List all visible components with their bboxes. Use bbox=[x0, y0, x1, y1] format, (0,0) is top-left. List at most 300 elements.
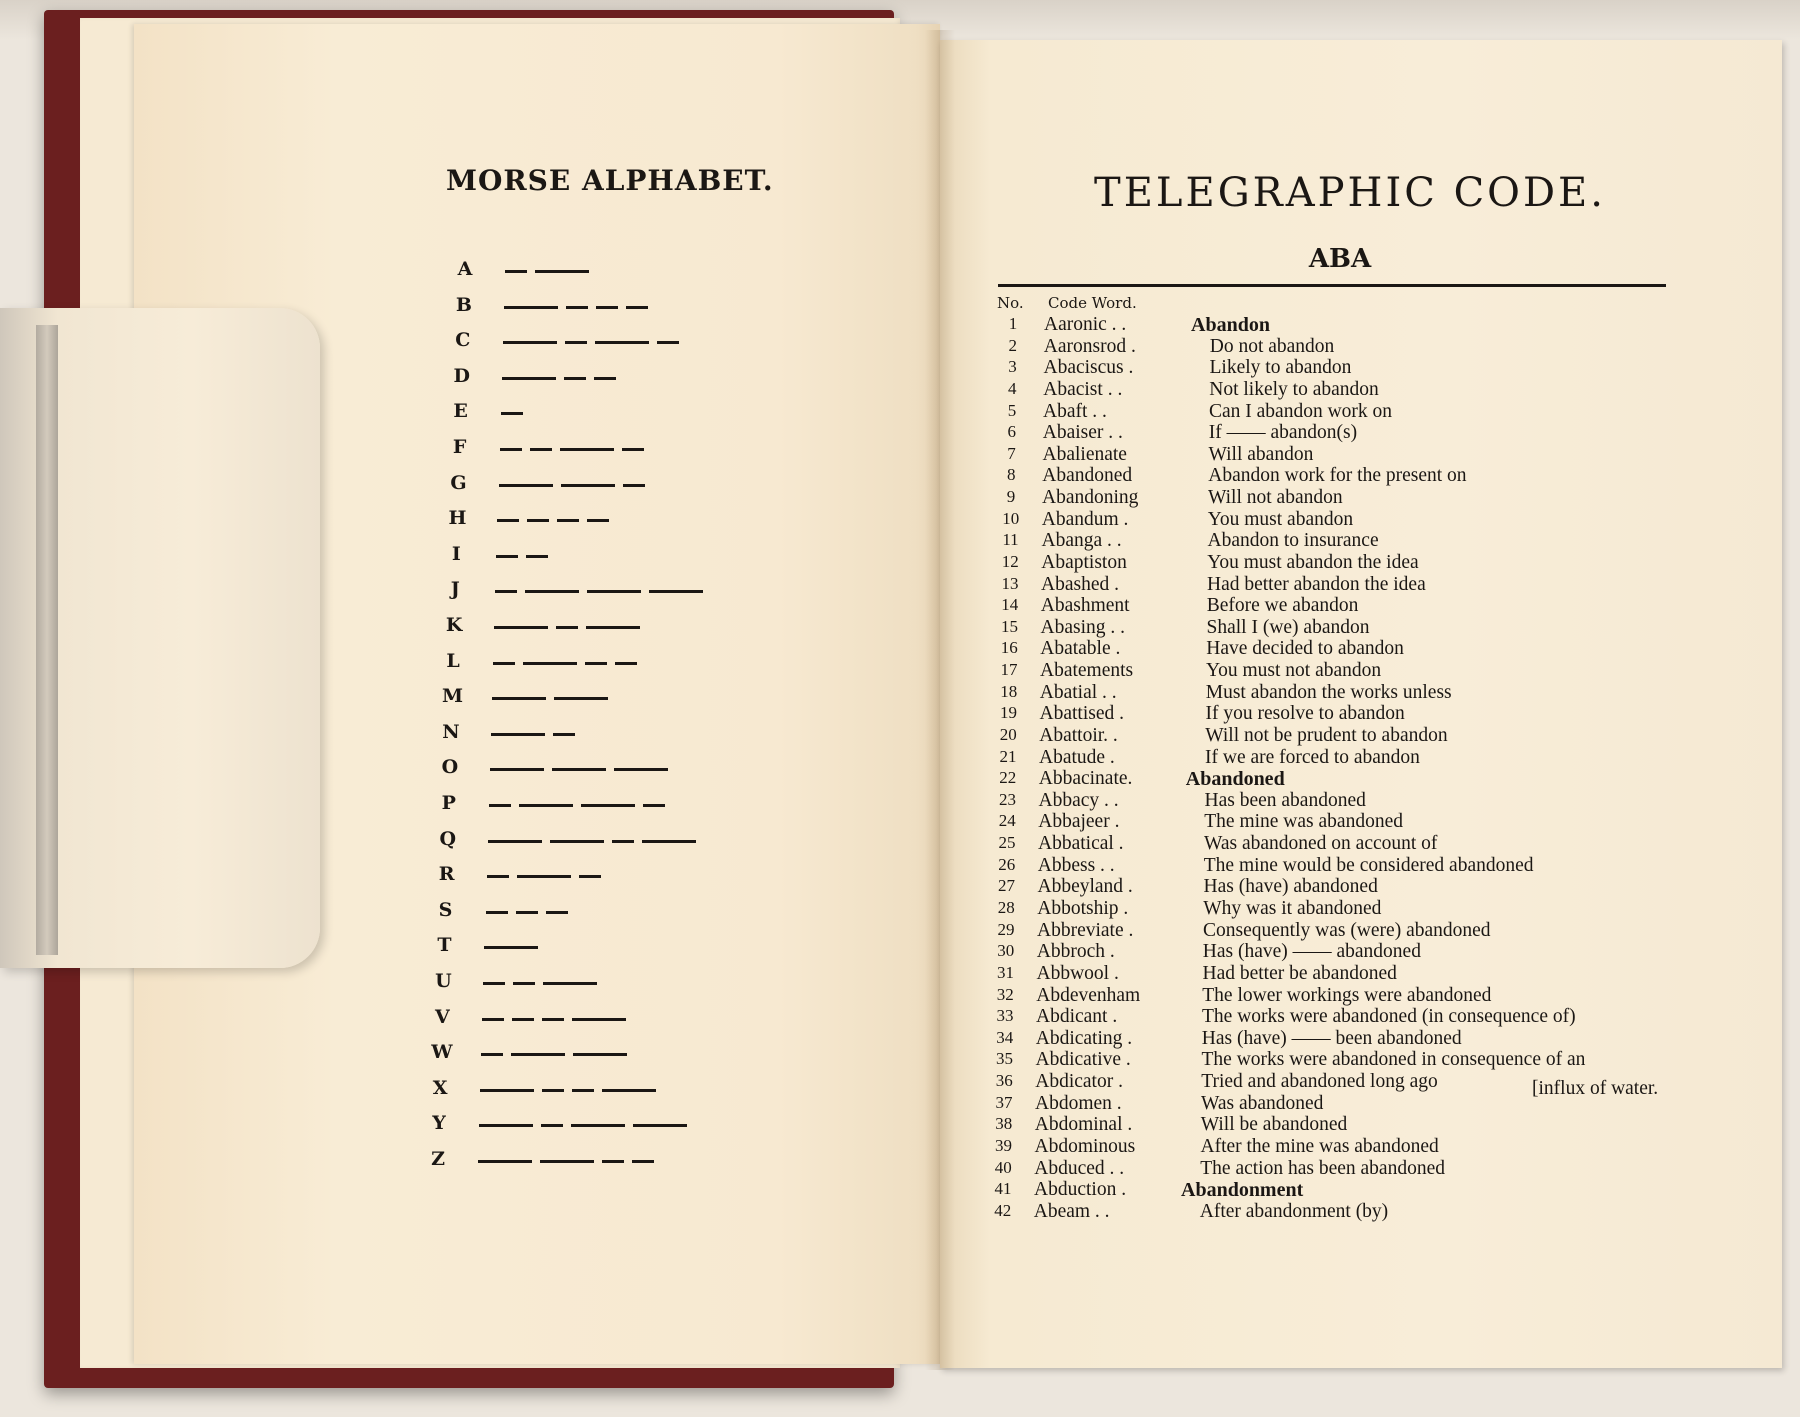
morse-dash bbox=[488, 840, 542, 843]
morse-dash bbox=[587, 590, 641, 593]
code-entry bbox=[996, 357, 1686, 379]
morse-dash bbox=[572, 1018, 626, 1021]
entry-code-word: Abaciscus . bbox=[1043, 357, 1134, 379]
entry-phrase: You must abandon the idea bbox=[1207, 551, 1419, 573]
code-entry bbox=[991, 790, 1681, 812]
morse-dot bbox=[553, 733, 575, 736]
entry-phrase: Will abandon bbox=[1208, 443, 1314, 465]
morse-letter: E bbox=[453, 400, 468, 423]
morse-dot bbox=[481, 1053, 503, 1056]
morse-code bbox=[481, 1053, 635, 1057]
morse-dash bbox=[550, 840, 604, 843]
morse-dash bbox=[561, 484, 615, 487]
entry-number: 38 bbox=[995, 1114, 1013, 1134]
entry-phrase: Do not abandon bbox=[1209, 335, 1335, 357]
morse-letter: P bbox=[441, 792, 456, 814]
entry-number: 2 bbox=[1008, 335, 1017, 355]
morse-dash bbox=[595, 341, 649, 344]
morse-code bbox=[480, 1089, 664, 1093]
morse-dot bbox=[657, 341, 679, 344]
entry-number: 37 bbox=[995, 1092, 1013, 1112]
entry-phrase: The lower workings were abandoned bbox=[1202, 984, 1492, 1006]
morse-code bbox=[502, 377, 624, 381]
entry-code-word: Abdomen . bbox=[1035, 1092, 1122, 1114]
morse-dot bbox=[612, 840, 634, 843]
morse-dash bbox=[649, 590, 703, 593]
entry-phrase: Abandon work for the present on bbox=[1208, 465, 1467, 487]
entry-code-word: Abdicator . bbox=[1035, 1071, 1123, 1093]
entry-code-word: Abbajeer . bbox=[1038, 811, 1120, 833]
code-entry bbox=[986, 1158, 1676, 1180]
code-entry bbox=[995, 422, 1685, 444]
entry-code-word: Abanga . . bbox=[1041, 530, 1122, 552]
morse-dot bbox=[505, 270, 527, 273]
morse-dot bbox=[489, 804, 511, 807]
entry-number: 42 bbox=[994, 1200, 1012, 1220]
column-header-code-word: Code Word. bbox=[1048, 294, 1137, 312]
continuation-note: [influx of water. bbox=[1532, 1078, 1659, 1099]
entry-number: 5 bbox=[1007, 400, 1017, 420]
morse-dot bbox=[501, 412, 523, 415]
entry-number: 1 bbox=[1008, 314, 1018, 333]
code-entry bbox=[995, 379, 1685, 401]
entry-phrase: Before we abandon bbox=[1206, 595, 1359, 617]
entry-phrase: Abandon to insurance bbox=[1207, 530, 1379, 552]
entry-code-word: Abdicant . bbox=[1036, 1006, 1118, 1028]
morse-dot bbox=[527, 519, 549, 522]
entry-number: 8 bbox=[1007, 465, 1016, 485]
entry-code-word: Abbatical . bbox=[1038, 833, 1124, 855]
morse-dash bbox=[602, 1089, 656, 1092]
morse-letter: X bbox=[432, 1076, 448, 1099]
code-entry bbox=[990, 811, 1680, 833]
morse-letter: T bbox=[437, 934, 452, 957]
entry-code-word: Abdicative . bbox=[1035, 1049, 1131, 1071]
code-entry bbox=[991, 747, 1681, 769]
entry-code-word: Abatude . bbox=[1039, 746, 1115, 768]
morse-dash bbox=[540, 1160, 594, 1163]
code-entry bbox=[996, 314, 1686, 336]
morse-dot bbox=[594, 377, 616, 380]
entry-phrase: Will not abandon bbox=[1208, 487, 1343, 509]
morse-dash bbox=[586, 626, 640, 629]
entry-code-word: Abdicating . bbox=[1035, 1027, 1133, 1049]
morse-dot bbox=[541, 1124, 563, 1127]
morse-dash bbox=[552, 768, 606, 771]
entry-number: 7 bbox=[1007, 443, 1016, 463]
code-entry bbox=[986, 1201, 1676, 1223]
morse-dot bbox=[623, 484, 645, 487]
entry-number: 21 bbox=[999, 746, 1017, 766]
code-entry bbox=[992, 682, 1682, 704]
morse-dash bbox=[581, 804, 635, 807]
morse-code bbox=[492, 697, 616, 701]
code-entry bbox=[994, 509, 1684, 531]
morse-dash bbox=[511, 1053, 565, 1056]
code-entry bbox=[990, 876, 1680, 898]
code-entry bbox=[993, 574, 1683, 596]
code-entry bbox=[995, 401, 1685, 423]
entry-code-word: Abatable . bbox=[1040, 638, 1121, 660]
morse-code bbox=[501, 412, 531, 416]
section-heading: ABA bbox=[1308, 244, 1372, 274]
entry-number: 16 bbox=[1000, 638, 1018, 658]
morse-dash bbox=[480, 1089, 534, 1092]
morse-dot bbox=[643, 804, 665, 807]
entry-phrase: Was abandoned on account of bbox=[1204, 833, 1438, 855]
entry-phrase: Had better be abandoned bbox=[1202, 962, 1397, 984]
morse-dot bbox=[602, 1160, 624, 1163]
morse-dash bbox=[614, 768, 668, 771]
code-entry bbox=[987, 1114, 1677, 1136]
morse-dash bbox=[642, 840, 696, 843]
entry-code-word: Aaronic . . bbox=[1044, 314, 1127, 335]
entry-phrase: Has (have) —— abandoned bbox=[1202, 941, 1421, 963]
morse-dash bbox=[519, 804, 573, 807]
entry-phrase: Was abandoned bbox=[1201, 1092, 1324, 1114]
morse-letter: Y bbox=[432, 1112, 446, 1135]
morse-letter: H bbox=[448, 507, 467, 530]
morse-letter: Z bbox=[431, 1148, 445, 1170]
entry-phrase: Must abandon the works unless bbox=[1205, 681, 1452, 703]
morse-dot bbox=[486, 911, 508, 914]
entry-number: 41 bbox=[994, 1179, 1012, 1199]
entry-number: 6 bbox=[1007, 422, 1016, 442]
entry-code-word: Abbeyland . bbox=[1037, 876, 1133, 898]
morse-dash bbox=[517, 875, 571, 878]
morse-dash bbox=[554, 697, 608, 700]
morse-letter: K bbox=[445, 614, 463, 636]
morse-dash bbox=[633, 1124, 687, 1127]
entry-number: 3 bbox=[1008, 357, 1017, 377]
entry-code-word: Abbotship . bbox=[1037, 898, 1129, 919]
morse-letter: A bbox=[457, 258, 473, 280]
morse-code bbox=[489, 804, 673, 808]
entry-code-word: Abdevenham bbox=[1036, 984, 1141, 1006]
entry-code-word: Abdominal . bbox=[1034, 1114, 1133, 1136]
morse-letter: C bbox=[455, 329, 471, 352]
entry-phrase: Will be abandoned bbox=[1200, 1114, 1348, 1136]
entry-number: 35 bbox=[996, 1049, 1013, 1069]
morse-code bbox=[499, 484, 653, 488]
entry-code-word: Abaiser . . bbox=[1042, 422, 1123, 444]
entry-number: 32 bbox=[996, 984, 1014, 1004]
section-rule bbox=[998, 284, 1666, 287]
code-entry bbox=[991, 725, 1681, 747]
code-entry bbox=[988, 1028, 1678, 1050]
code-entry bbox=[990, 833, 1680, 855]
code-entry bbox=[992, 660, 1682, 682]
column-header-no: No. bbox=[997, 294, 1024, 312]
morse-code bbox=[503, 341, 687, 345]
morse-dash bbox=[478, 1160, 532, 1163]
entry-number: 31 bbox=[997, 962, 1014, 982]
entry-number: 22 bbox=[999, 768, 1017, 788]
entry-phrase: If you resolve to abandon bbox=[1205, 703, 1405, 725]
morse-letter: U bbox=[435, 970, 452, 992]
code-entry bbox=[989, 898, 1679, 920]
entry-number: 19 bbox=[1000, 703, 1017, 723]
entry-heading-phrase: Abandoned bbox=[1185, 768, 1285, 791]
morse-dot bbox=[587, 519, 609, 522]
entry-number: 24 bbox=[998, 811, 1016, 831]
entry-number: 17 bbox=[1000, 660, 1018, 680]
morse-letter: D bbox=[453, 364, 470, 387]
entry-number: 27 bbox=[998, 876, 1015, 896]
morse-dot bbox=[596, 306, 618, 309]
morse-dot bbox=[542, 1018, 564, 1021]
morse-dot bbox=[483, 982, 505, 985]
code-entry bbox=[990, 855, 1680, 877]
morse-dash bbox=[560, 448, 614, 451]
entry-number: 10 bbox=[1002, 508, 1020, 528]
morse-code bbox=[490, 768, 676, 772]
code-entry bbox=[988, 1049, 1678, 1071]
morse-dot bbox=[526, 555, 548, 558]
entry-phrase: After the mine was abandoned bbox=[1200, 1135, 1439, 1157]
morse-dot bbox=[500, 448, 522, 451]
morse-letter: V bbox=[434, 1005, 450, 1028]
morse-dot bbox=[556, 626, 578, 629]
entry-phrase: After abandonment (by) bbox=[1199, 1200, 1389, 1222]
entry-code-word: Abashed . bbox=[1041, 573, 1119, 595]
entry-number: 11 bbox=[1002, 530, 1019, 550]
entry-number: 25 bbox=[998, 833, 1016, 853]
entry-phrase: The mine was abandoned bbox=[1204, 811, 1403, 833]
morse-dot bbox=[585, 662, 607, 665]
morse-code bbox=[494, 626, 648, 630]
morse-letter: O bbox=[441, 756, 459, 779]
morse-dot bbox=[546, 911, 568, 914]
entry-code-word: Abandoning bbox=[1042, 487, 1139, 509]
code-entry bbox=[993, 617, 1683, 639]
entry-code-word: Abbroch . bbox=[1036, 941, 1115, 963]
morse-letter: R bbox=[438, 863, 455, 886]
entry-heading-phrase: Abandonment bbox=[1181, 1179, 1304, 1202]
morse-letter: Q bbox=[439, 827, 456, 850]
morse-code bbox=[479, 1124, 695, 1128]
morse-code bbox=[478, 1160, 662, 1164]
entry-phrase: Will not be prudent to abandon bbox=[1205, 724, 1448, 746]
morse-code bbox=[495, 590, 711, 594]
entry-number: 20 bbox=[999, 724, 1017, 744]
morse-code bbox=[484, 946, 546, 950]
entry-code-word: Abatements bbox=[1040, 660, 1134, 682]
entry-number: 34 bbox=[996, 1027, 1014, 1047]
entry-phrase: Consequently was (were) abandoned bbox=[1203, 919, 1491, 941]
morse-letter: I bbox=[451, 542, 461, 565]
entry-phrase: The works were abandoned in consequence of an bbox=[1201, 1049, 1586, 1071]
entry-code-word: Abdominous bbox=[1034, 1135, 1136, 1157]
entry-code-word: Abeam . . bbox=[1033, 1200, 1110, 1222]
entry-phrase: Had better abandon the idea bbox=[1207, 573, 1426, 595]
morse-dot bbox=[622, 448, 644, 451]
entry-phrase: You must abandon bbox=[1207, 508, 1354, 530]
morse-code bbox=[493, 662, 645, 666]
morse-dash bbox=[504, 306, 558, 309]
entry-code-word: Abasing . . bbox=[1040, 616, 1125, 638]
morse-code bbox=[497, 519, 617, 523]
code-entry bbox=[996, 336, 1686, 358]
entry-number: 23 bbox=[999, 789, 1016, 809]
code-entry bbox=[994, 465, 1684, 487]
code-entry bbox=[991, 768, 1681, 790]
morse-letter: J bbox=[450, 578, 460, 601]
morse-code bbox=[482, 1018, 634, 1022]
entry-phrase: Has (have) —— been abandoned bbox=[1201, 1027, 1462, 1049]
morse-dot bbox=[564, 377, 586, 380]
morse-dash bbox=[573, 1053, 627, 1056]
entry-code-word: Abbess . . bbox=[1037, 854, 1115, 876]
morse-letter: W bbox=[431, 1041, 453, 1064]
entry-code-word: Abacist . . bbox=[1043, 378, 1123, 400]
entry-number: 29 bbox=[997, 919, 1015, 939]
entry-phrase: Have decided to abandon bbox=[1206, 638, 1404, 660]
telegraphic-title: TELEGRAPHIC CODE. bbox=[1094, 170, 1606, 216]
code-entry bbox=[989, 920, 1679, 942]
morse-dot bbox=[530, 448, 552, 451]
morse-letter: G bbox=[450, 471, 467, 494]
morse-dot bbox=[566, 306, 588, 309]
entry-number: 9 bbox=[1006, 487, 1016, 507]
entry-code-word: Abbwool . bbox=[1036, 962, 1119, 984]
morse-dash bbox=[503, 341, 557, 344]
entry-code-word: Abduction . bbox=[1034, 1179, 1127, 1201]
entry-number: 14 bbox=[1001, 595, 1019, 615]
morse-dash bbox=[494, 626, 548, 629]
morse-dot bbox=[482, 1018, 504, 1021]
morse-dot bbox=[516, 911, 538, 914]
morse-dash bbox=[502, 377, 556, 380]
morse-dot bbox=[615, 662, 637, 665]
code-entry bbox=[988, 1006, 1678, 1028]
entry-phrase: The action has been abandoned bbox=[1200, 1157, 1445, 1179]
entry-number: 39 bbox=[995, 1135, 1012, 1155]
code-entry bbox=[989, 941, 1679, 963]
morse-dash bbox=[525, 590, 579, 593]
entry-number: 30 bbox=[997, 941, 1015, 961]
morse-code bbox=[504, 306, 656, 310]
entry-code-word: Abbacinate. bbox=[1038, 768, 1133, 790]
morse-letter: L bbox=[446, 649, 460, 672]
entry-code-word: Abaft . . bbox=[1043, 400, 1107, 422]
entry-phrase: Not likely to abandon bbox=[1209, 378, 1379, 400]
morse-dot bbox=[487, 875, 509, 878]
morse-dot bbox=[542, 1089, 564, 1092]
code-entry bbox=[992, 638, 1682, 660]
code-entry bbox=[995, 444, 1685, 466]
morse-dash bbox=[499, 484, 553, 487]
morse-dash bbox=[490, 768, 544, 771]
morse-code bbox=[496, 555, 556, 559]
entry-code-word: Abatial . . bbox=[1039, 681, 1117, 703]
entry-phrase: The mine would be considered abandoned bbox=[1203, 854, 1534, 876]
morse-dash bbox=[479, 1124, 533, 1127]
entry-number: 18 bbox=[1000, 681, 1018, 701]
code-entry bbox=[994, 530, 1684, 552]
morse-dot bbox=[496, 555, 518, 558]
code-entry bbox=[994, 487, 1684, 509]
morse-dash bbox=[491, 733, 545, 736]
entry-code-word: Abandoned bbox=[1042, 465, 1133, 487]
morse-letter: B bbox=[455, 293, 472, 316]
entry-code-word: Abduced . . bbox=[1034, 1157, 1125, 1179]
morse-dash bbox=[492, 697, 546, 700]
entry-code-word: Abaptiston bbox=[1041, 551, 1127, 573]
entry-phrase: Shall I (we) abandon bbox=[1206, 616, 1370, 638]
morse-letter: N bbox=[442, 720, 460, 743]
entry-number: 12 bbox=[1001, 551, 1019, 571]
entry-code-word: Abbacy . . bbox=[1038, 789, 1119, 811]
entry-code-word: Abashment bbox=[1040, 595, 1130, 617]
code-entry bbox=[993, 595, 1683, 617]
morse-letter: M bbox=[442, 685, 464, 708]
morse-dot bbox=[565, 341, 587, 344]
morse-code bbox=[483, 982, 605, 986]
morse-dash bbox=[535, 270, 589, 273]
flap-edge bbox=[36, 325, 58, 955]
morse-dot bbox=[513, 982, 535, 985]
morse-letter: F bbox=[452, 436, 467, 458]
entry-number: 26 bbox=[998, 854, 1016, 874]
morse-dot bbox=[557, 519, 579, 522]
morse-dash bbox=[571, 1124, 625, 1127]
morse-code bbox=[505, 270, 597, 274]
code-entry bbox=[989, 963, 1679, 985]
morse-letter: S bbox=[438, 898, 453, 921]
entry-number: 13 bbox=[1001, 573, 1019, 593]
morse-code bbox=[487, 875, 609, 879]
morse-dash bbox=[543, 982, 597, 985]
entry-phrase: If —— abandon(s) bbox=[1208, 422, 1358, 444]
entry-phrase: Likely to abandon bbox=[1209, 357, 1352, 379]
entry-number: 33 bbox=[996, 1006, 1014, 1026]
entry-code-word: Abandum . bbox=[1041, 508, 1129, 530]
morse-dot bbox=[626, 306, 648, 309]
book-gutter bbox=[925, 30, 955, 1370]
entry-phrase: Can I abandon work on bbox=[1209, 400, 1393, 422]
code-entry bbox=[993, 552, 1683, 574]
entry-code-word: Abattoir. . bbox=[1039, 724, 1118, 746]
morse-dash bbox=[523, 662, 577, 665]
morse-dot bbox=[512, 1018, 534, 1021]
morse-dot bbox=[493, 662, 515, 665]
code-entry bbox=[992, 703, 1682, 725]
morse-dot bbox=[572, 1089, 594, 1092]
morse-dot bbox=[632, 1160, 654, 1163]
entry-code-word: Abbreviate . bbox=[1037, 919, 1134, 941]
code-entry bbox=[987, 1136, 1677, 1158]
morse-dot bbox=[497, 519, 519, 522]
entry-phrase: Tried and abandoned long ago bbox=[1201, 1071, 1438, 1093]
entry-number: 36 bbox=[995, 1071, 1013, 1091]
entry-phrase: You must not abandon bbox=[1206, 660, 1382, 682]
entry-code-word: Aaronsrod . bbox=[1043, 335, 1136, 357]
morse-code bbox=[500, 448, 652, 452]
entry-heading-phrase: Abandon bbox=[1191, 314, 1270, 336]
entry-number: 15 bbox=[1001, 616, 1018, 636]
entry-phrase: Has (have) abandoned bbox=[1203, 876, 1378, 898]
morse-code bbox=[486, 911, 576, 915]
entry-code-word: Abattised . bbox=[1039, 703, 1124, 725]
entry-number: 28 bbox=[997, 898, 1015, 917]
entry-code-word: Abalienate bbox=[1042, 443, 1127, 465]
entry-phrase: If we are forced to abandon bbox=[1205, 746, 1420, 768]
entry-number: 4 bbox=[1008, 378, 1017, 398]
code-entry bbox=[988, 985, 1678, 1007]
morse-dash bbox=[484, 946, 538, 949]
entry-phrase: The works were abandoned (in consequence of) bbox=[1202, 1006, 1576, 1028]
